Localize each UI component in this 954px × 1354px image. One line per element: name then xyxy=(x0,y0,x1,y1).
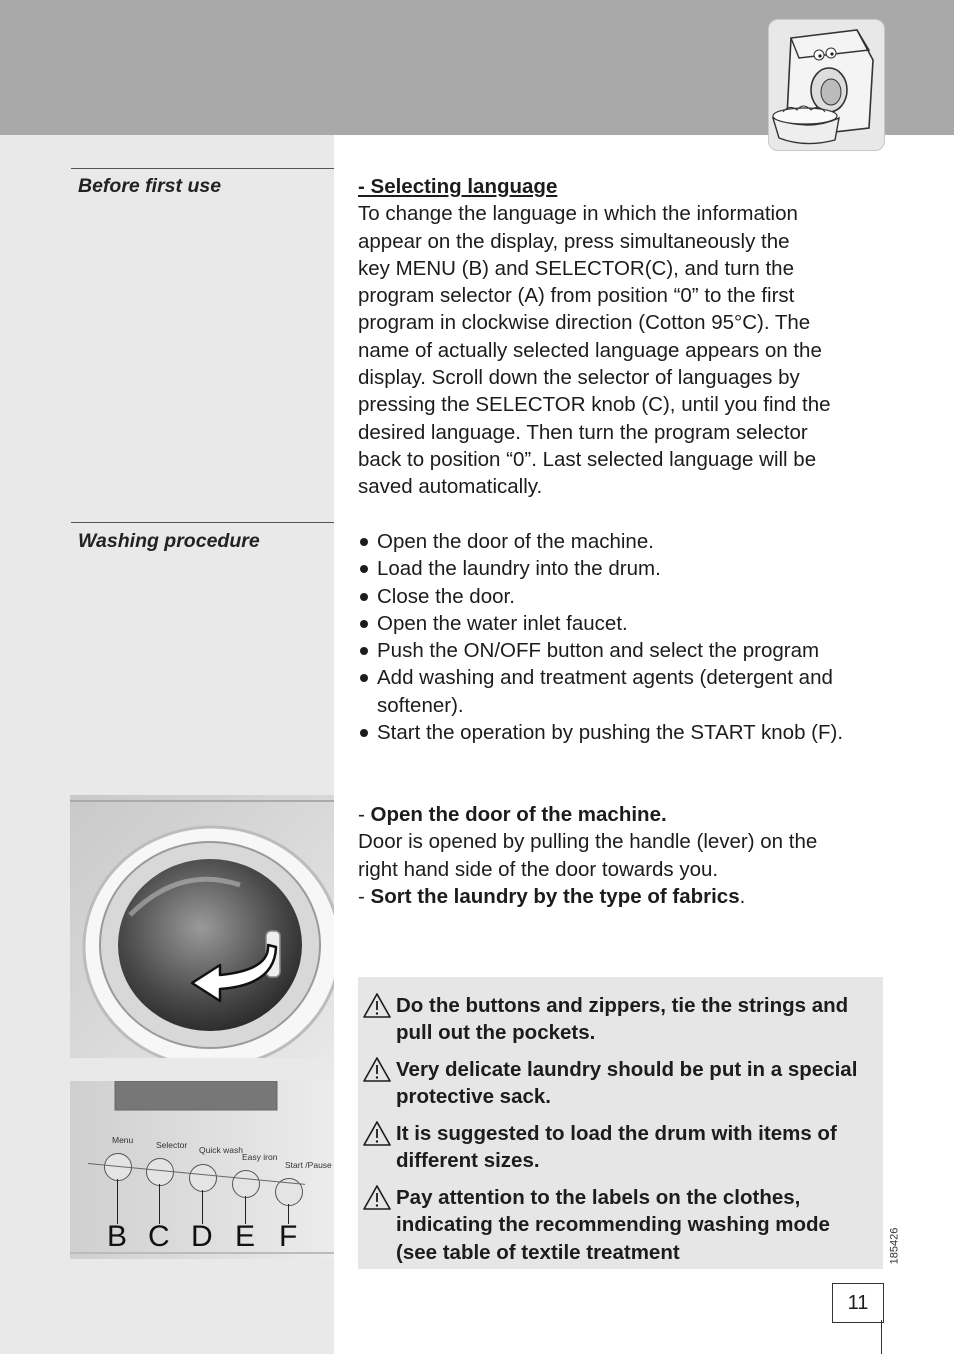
page-number-line xyxy=(881,1320,882,1354)
line: program selector (A) from position “0” to the first xyxy=(358,284,795,308)
warning-triangle-icon xyxy=(362,1056,392,1083)
selecting-language-block xyxy=(358,173,888,501)
start-pause-button-label: Start /Pause xyxy=(285,1160,332,1170)
dash: - xyxy=(358,803,371,826)
warning-text: It is suggested to load the drum with items of different sizes. xyxy=(396,1122,837,1173)
quick-wash-button[interactable] xyxy=(189,1164,217,1192)
heading-dash: - xyxy=(358,175,371,198)
line: program in clockwise direction (Cotton 95°C). The xyxy=(358,311,811,335)
list-item: Load the laundry into the drum. xyxy=(358,555,886,582)
list-item: Start the operation by pushing the START knob (F). xyxy=(358,719,886,746)
line: saved automatically. xyxy=(358,475,543,499)
warning-text: Pay attention to the labels on the clothes, indicating the recommending washing mode (see table of textile treatment xyxy=(396,1186,830,1264)
washing-procedure-list xyxy=(358,528,886,746)
quick-wash-button-label: Quick wash xyxy=(199,1145,243,1155)
selecting-language-heading xyxy=(358,173,888,200)
letter-e: E xyxy=(235,1220,256,1253)
period: . xyxy=(739,884,746,908)
callout-line xyxy=(117,1179,118,1224)
easy-iron-button[interactable] xyxy=(232,1170,260,1198)
warning-box xyxy=(358,977,883,1269)
menu-button-label: Menu xyxy=(112,1135,134,1145)
list-item: Close the door. xyxy=(358,583,886,610)
callout-line xyxy=(159,1184,160,1224)
callout-line xyxy=(202,1190,203,1224)
list-item: Push the ON/OFF button and select the program xyxy=(358,637,886,664)
dash: - xyxy=(358,884,371,908)
panel-buttons xyxy=(70,1081,334,1259)
section-label-washing-procedure: Washing procedure xyxy=(78,530,260,552)
door-photo xyxy=(70,795,334,1058)
section-rule xyxy=(71,168,334,169)
line: back to position “0”. Last selected language will be xyxy=(358,447,817,471)
line: name of actually selected language appears on the xyxy=(358,338,822,362)
warning-triangle-icon xyxy=(362,1120,392,1147)
line: pressing the SELECTOR knob (C), until you find the xyxy=(358,393,831,417)
line: Door is opened by pulling the handle (lever) on the xyxy=(358,830,818,854)
list-item: Open the door of the machine. xyxy=(358,528,886,555)
letter-f: F xyxy=(279,1220,298,1253)
line: display. Scroll down the selector of languages by xyxy=(358,366,800,390)
doc-number: 185426 xyxy=(888,1227,901,1265)
letter-d: D xyxy=(191,1220,213,1253)
warning-triangle-icon xyxy=(362,992,392,1019)
door-heading: Open the door of the machine. xyxy=(370,803,667,826)
list-item: Open the water inlet faucet. xyxy=(358,610,886,637)
selector-button-label: Selector xyxy=(156,1140,188,1150)
line: appear on the display, press simultaneously the xyxy=(358,229,790,253)
letter-b: B xyxy=(107,1220,128,1253)
door-open-block xyxy=(358,801,888,910)
section-rule xyxy=(71,522,334,523)
control-panel-photo xyxy=(70,1081,334,1259)
page-number: 11 xyxy=(832,1283,884,1323)
sort-heading: Sort the laundry by the type of fabrics xyxy=(370,884,740,908)
heading-text: Selecting language xyxy=(370,175,558,198)
easy-iron-button-label: Easy iron xyxy=(242,1152,278,1162)
section-label-before-first-use: Before first use xyxy=(78,175,222,197)
warning-text: Do the buttons and zippers, tie the strings and pull out the pockets. xyxy=(396,994,849,1045)
line: To change the language in which the information xyxy=(358,202,798,226)
line: right hand side of the door towards you. xyxy=(358,857,719,881)
selector-button[interactable] xyxy=(146,1158,174,1186)
line: desired language. Then turn the program selector xyxy=(358,420,808,444)
line: key MENU (B) and SELECTOR(C), and turn the xyxy=(358,256,794,280)
warning-triangle-icon xyxy=(362,1184,392,1211)
letter-c: C xyxy=(148,1220,170,1253)
list-item: Add washing and treatment agents (detergent and softener). xyxy=(358,664,886,719)
washing-machine-mascot-icon xyxy=(768,19,885,151)
warning-text: Very delicate laundry should be put in a special protective sack. xyxy=(396,1058,858,1109)
